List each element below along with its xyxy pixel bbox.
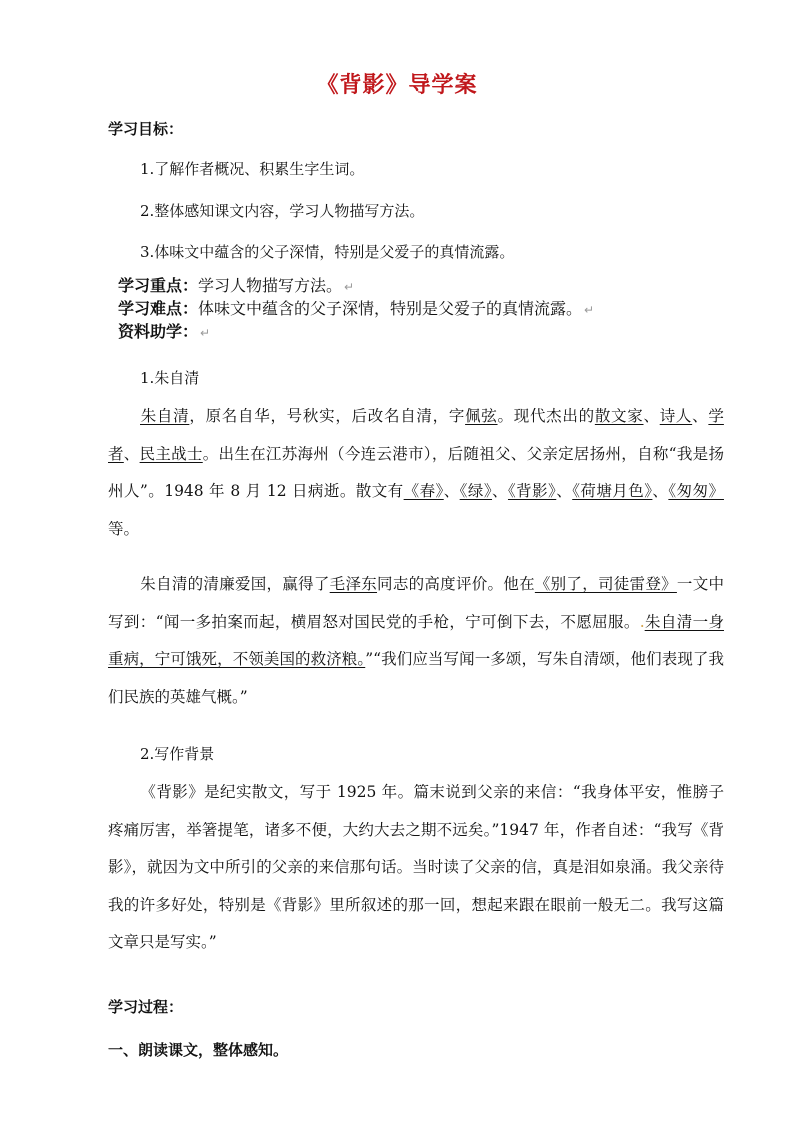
zhu-ziqing-bio-paragraph — [108, 398, 724, 548]
resources-line — [118, 319, 210, 342]
link-work-green[interactable]: 《绿》 — [459, 482, 493, 500]
goal-item-2: 2.整体感知课文内容，学习人物描写方法。 — [140, 202, 425, 220]
background-text: 《背影》是纪实散文，写于 1925 年。篇末说到父亲的来信：“我身体平安，惟膀子疼痛厉害，举箸提笔，诸多不便，大约大去之期不远矣。”1947 年，作者自述：“我写《背影》，就因为文中所引的父亲的来信那句话。当时读了父亲的信，真是泪如泉涌。我父亲待我的许多好处，特别是《背影》里所叙述的那一回，想起来跟在眼前一般无二。我写这篇文章只是写实。” — [108, 783, 724, 951]
goals-heading: 学习目标： — [108, 120, 184, 138]
link-scholar[interactable]: 学者 — [108, 407, 724, 463]
section1-heading: 1.朱自清 — [140, 369, 200, 387]
goal-item-3: 3.体味文中蕴含的父子深情，特别是父爱子的真情流露。 — [140, 243, 515, 261]
link-zhu-ziqing[interactable]: 朱自清 — [140, 407, 190, 425]
mark-dot: . — [639, 612, 645, 631]
link-work-back-view[interactable]: 《背影》 — [507, 482, 557, 500]
link-poet[interactable]: 诗人 — [659, 407, 693, 425]
eval-text: 朱自清的清廉爱国，赢得了 — [140, 575, 330, 593]
return-mark-icon: ↵ — [584, 303, 595, 317]
link-work-spring[interactable]: 《春》 — [403, 482, 444, 500]
bio-text: 。现代杰出的 — [497, 407, 595, 425]
link-essayist[interactable]: 散文家 — [594, 407, 644, 425]
goal-item-1: 1.了解作者概况、积累生字生词。 — [140, 160, 365, 178]
process-heading: 学习过程： — [108, 998, 184, 1016]
focus-line — [118, 273, 354, 296]
mao-evaluation-paragraph — [108, 566, 724, 716]
eval-text: 一文中写到：“闻一多拍案而起，横眉怒对国民党的手枪，宁可倒下去，不愿屈服。 — [108, 575, 724, 631]
background-paragraph — [108, 774, 724, 962]
separator: 、 — [652, 482, 669, 500]
link-democratic-fighter[interactable]: 民主战士 — [139, 444, 203, 463]
link-farewell-leighton-stuart[interactable]: 《别了，司徒雷登》 — [534, 575, 677, 593]
underlined-quote: 朱自清一身重病，宁可饿死，不领美国的救济粮。 — [108, 612, 724, 668]
focus-label: 学习重点： — [118, 276, 199, 295]
return-mark-icon: ↵ — [344, 280, 355, 294]
difficulty-line — [118, 296, 594, 319]
separator: 、 — [643, 407, 660, 425]
bio-text: 。出生在江苏海州（今连云港市），后随祖父、父亲定居扬州，自称“我是扬州人”。1948 年 8 月 12 日病逝。散文有 — [108, 444, 724, 500]
separator: 、 — [556, 482, 573, 500]
return-mark-icon: ↵ — [200, 326, 211, 340]
separator: 、 — [123, 444, 140, 463]
link-work-rush[interactable]: 《匆匆》 — [668, 482, 724, 500]
separator: 、 — [492, 482, 508, 500]
eval-text: 同志的高度评价。他在 — [377, 575, 535, 593]
section2-heading: 2.写作背景 — [140, 745, 215, 763]
bio-text: 等。 — [108, 519, 140, 538]
separator: 、 — [443, 482, 460, 500]
difficulty-label: 学习难点： — [118, 299, 199, 318]
link-peixian[interactable]: 佩弦 — [465, 407, 498, 425]
separator: 、 — [692, 407, 709, 425]
document-title: 《背影》导学案 — [316, 72, 478, 98]
difficulty-text: 体味文中蕴含的父子深情，特别是父爱子的真情流露。 — [198, 299, 583, 318]
bio-text: ，原名自华，号秋实，后改名自清，字 — [189, 407, 466, 425]
link-mao-zedong[interactable]: 毛泽东 — [329, 575, 378, 593]
focus-text: 学习人物描写方法。 — [198, 276, 343, 295]
resources-label: 资料助学： — [118, 322, 199, 341]
link-work-moonlight-lotus-pond[interactable]: 《荷塘月色》 — [572, 482, 653, 500]
process-step-1: 一、朗读课文，整体感知。 — [108, 1041, 289, 1059]
eval-text: ”“我们应当写闻一多颂，写朱自清颂，他们表现了我们民族的英雄气概。” — [108, 650, 724, 706]
